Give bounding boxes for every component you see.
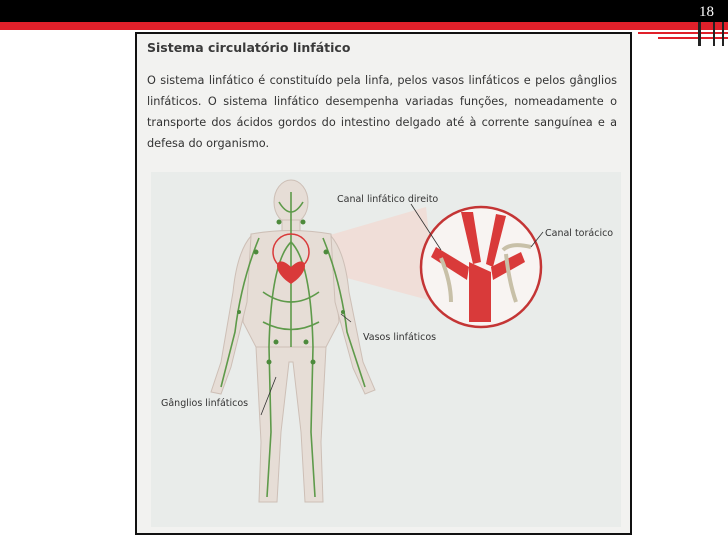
label-ganglios: Gânglios linfáticos bbox=[161, 398, 249, 409]
label-canal-toracico: Canal torácico bbox=[545, 228, 614, 239]
corner-decoration bbox=[638, 22, 728, 46]
page-number: 18 bbox=[699, 4, 714, 20]
top-bar bbox=[0, 0, 728, 22]
label-canal-direito: Canal linfático direito bbox=[337, 194, 439, 205]
magnified-detail bbox=[421, 207, 541, 327]
lymphatic-illustration bbox=[151, 172, 621, 527]
section-title: Sistema circulatório linfático bbox=[147, 40, 351, 55]
textbook-figure-panel bbox=[135, 32, 632, 535]
anatomy-svg bbox=[151, 172, 621, 527]
intro-paragraph: O sistema linfático é constituído pela linfa, pelos vasos linfáticos e pelos gânglios linfáticos. O sistema linfático desempenha variadas funções, nomeadamente o transporte dos ácidos gordos do intestino delgado até à corrente sanguínea e a defesa do organismo. bbox=[147, 74, 617, 150]
accent-bar bbox=[0, 22, 728, 30]
label-vasos: Vasos linfáticos bbox=[363, 332, 437, 343]
